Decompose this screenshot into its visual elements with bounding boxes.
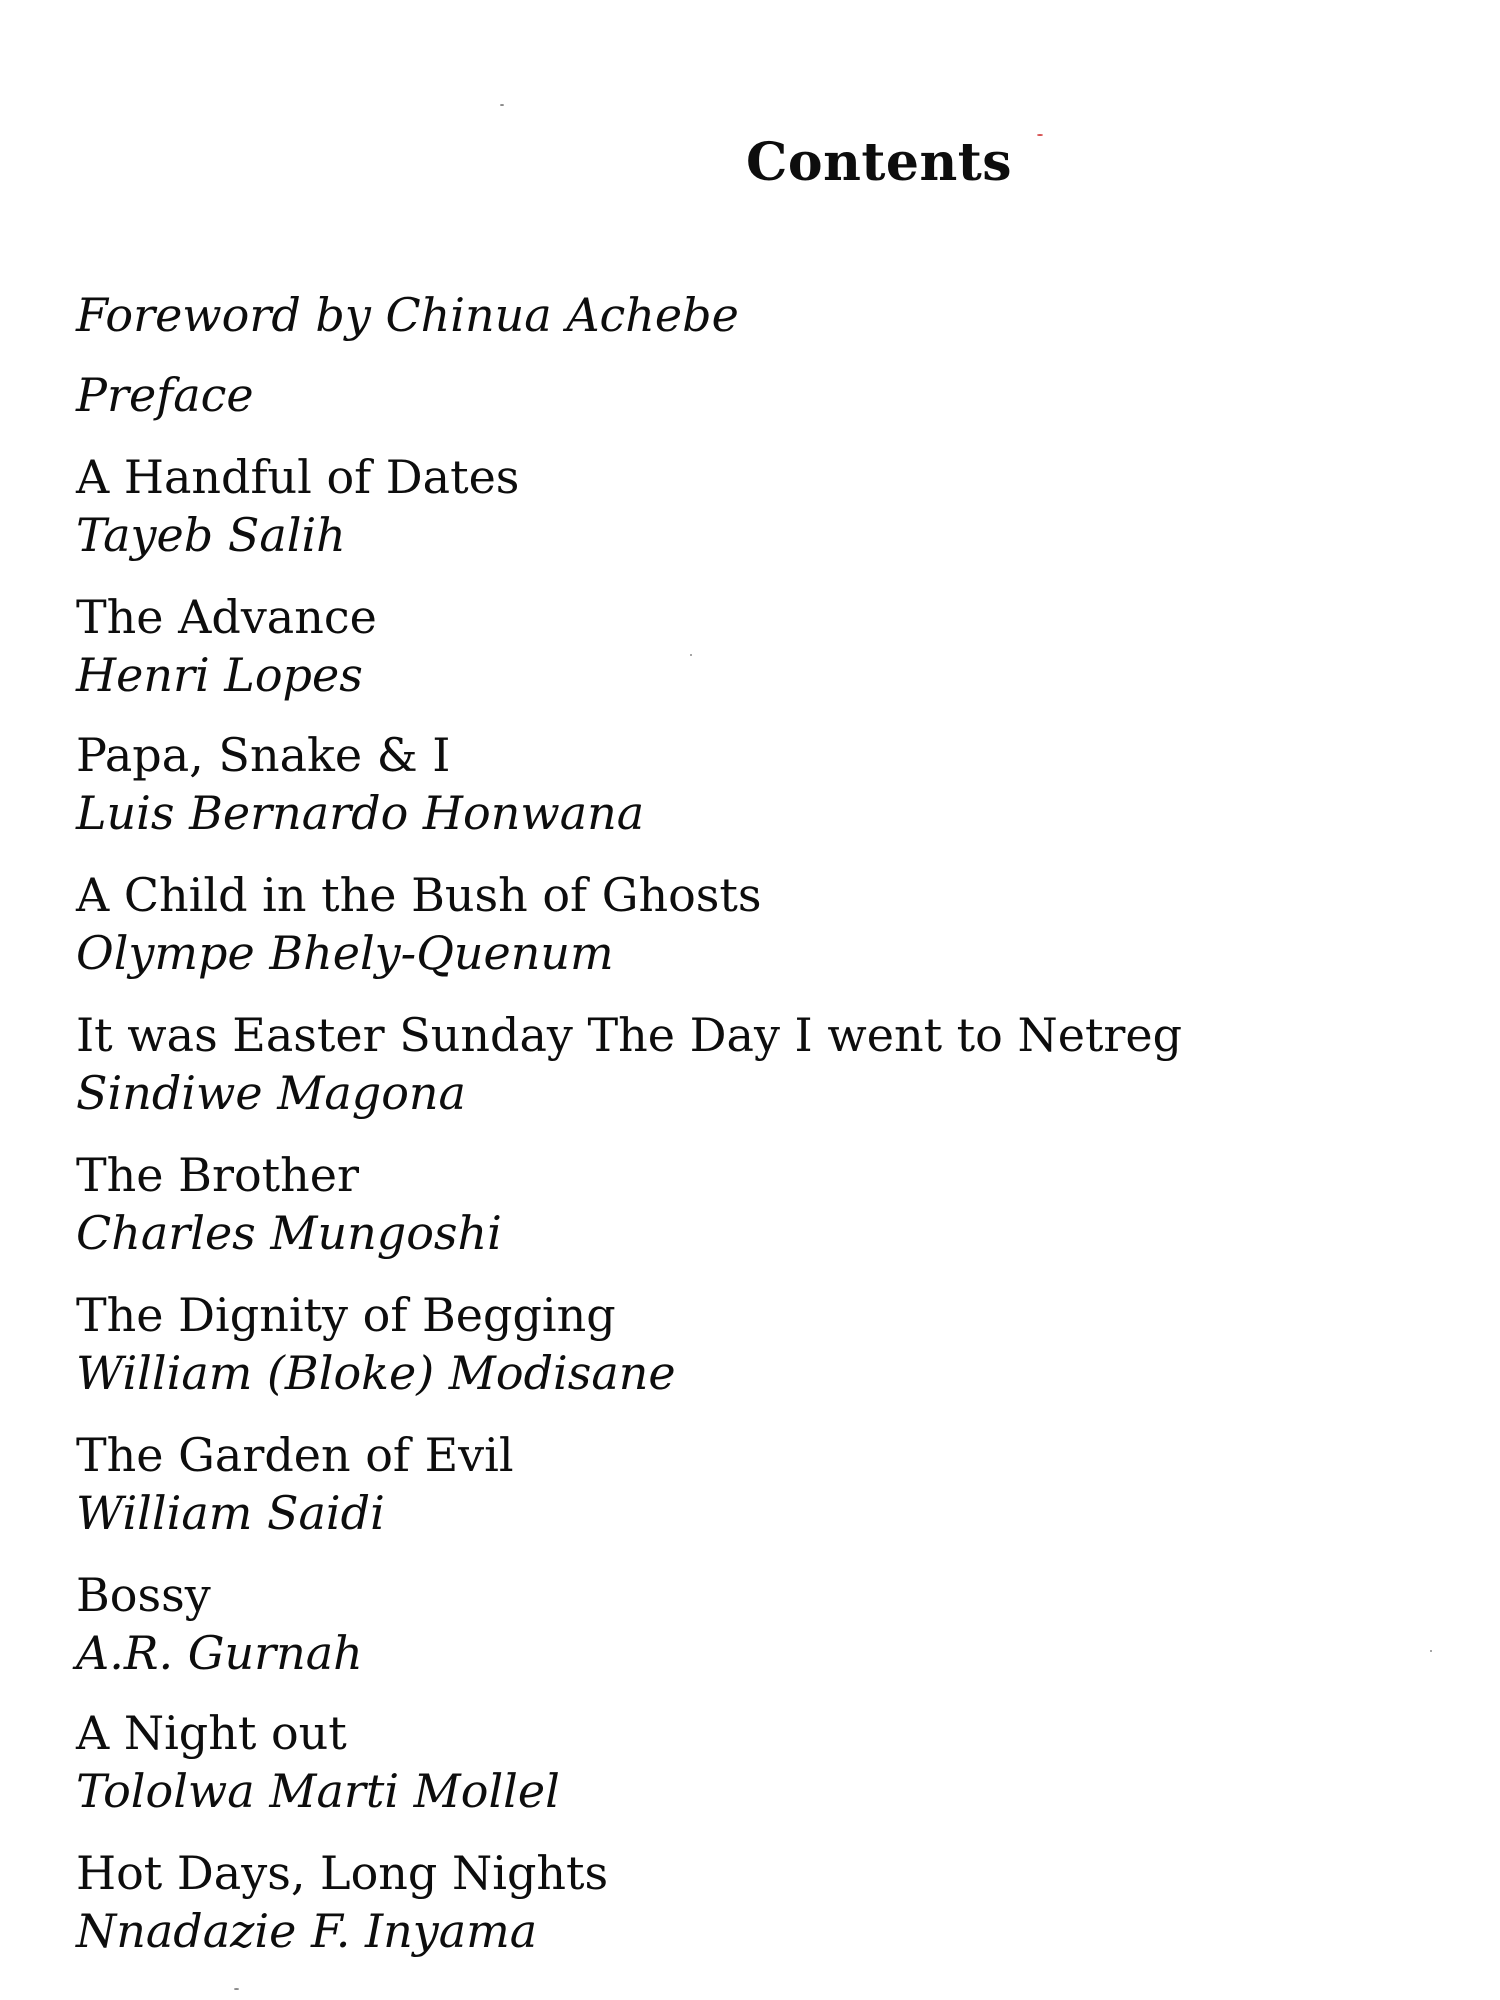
story-author: Sindiwe Magona: [76, 1066, 466, 1120]
toc-entry: [76, 1286, 1436, 1402]
story-title: Bossy: [76, 1568, 211, 1622]
toc-entry: [76, 1844, 1436, 1960]
toc-entry: [76, 1146, 1436, 1262]
story-title: The Garden of Evil: [76, 1428, 514, 1482]
story-author: Luis Bernardo Honwana: [76, 786, 645, 840]
toc-entry: [76, 1006, 1436, 1122]
story-author: William (Bloke) Modisane: [76, 1346, 676, 1400]
story-title: A Handful of Dates: [76, 450, 520, 504]
toc-entry: [76, 448, 1436, 564]
story-author: Nnadazie F. Inyama: [76, 1904, 538, 1958]
story-title: A Night out: [76, 1706, 347, 1760]
toc-entry: [76, 866, 1436, 982]
story-title: The Dignity of Begging: [76, 1288, 616, 1342]
scan-speck: [1037, 134, 1043, 136]
story-title: Papa, Snake & I: [76, 728, 451, 782]
front-matter-label: Foreword by Chinua Achebe: [76, 288, 739, 342]
story-author: Charles Mungoshi: [76, 1206, 502, 1260]
toc-entry: [76, 1566, 1436, 1682]
story-author: Henri Lopes: [76, 648, 363, 702]
scan-speck: [500, 104, 504, 106]
story-title: A Child in the Bush of Ghosts: [76, 868, 762, 922]
toc-front-matter-preface: [76, 366, 1436, 424]
toc-entry: [76, 726, 1436, 842]
scan-speck: [234, 1988, 239, 1990]
front-matter-label: Preface: [76, 368, 254, 422]
scan-speck: [690, 654, 692, 656]
story-author: Tayeb Salih: [76, 508, 346, 562]
story-author: William Saidi: [76, 1486, 385, 1540]
toc-front-matter-foreword: [76, 286, 1436, 344]
story-title: The Advance: [76, 590, 377, 644]
story-author: Olympe Bhely-Quenum: [76, 926, 614, 980]
story-title: The Brother: [76, 1148, 359, 1202]
page-title: Contents: [746, 132, 1013, 193]
story-author: A.R. Gurnah: [76, 1626, 363, 1680]
scan-speck: [1430, 1650, 1432, 1652]
toc-entry: [76, 1426, 1436, 1542]
toc-entry: [76, 1704, 1436, 1820]
toc-entry: [76, 588, 1436, 704]
story-title: Hot Days, Long Nights: [76, 1846, 609, 1900]
story-title: It was Easter Sunday The Day I went to Netreg: [76, 1008, 1183, 1062]
story-author: Tololwa Marti Mollel: [76, 1764, 560, 1818]
